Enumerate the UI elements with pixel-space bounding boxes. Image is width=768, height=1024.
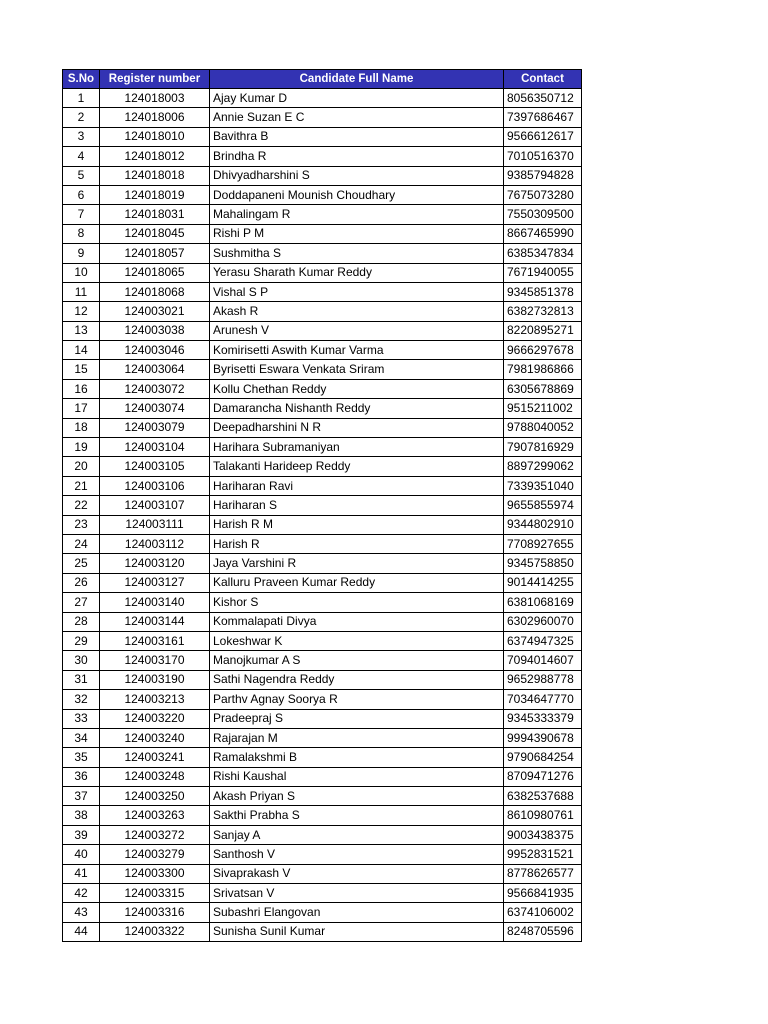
cell-contact: 7981986866 [504,360,582,379]
column-header-register-number: Register number [100,70,210,89]
cell-sno: 33 [63,709,100,728]
cell-contact: 9345851378 [504,282,582,301]
table-row [63,224,582,243]
cell-candidate-name: Sakthi Prabha S [210,806,504,825]
cell-candidate-name: Komirisetti Aswith Kumar Varma [210,341,504,360]
table-row [63,728,582,747]
cell-sno: 38 [63,806,100,825]
cell-candidate-name: Harihara Subramaniyan [210,438,504,457]
cell-candidate-name: Hariharan S [210,496,504,515]
cell-register-number: 124018045 [100,224,210,243]
cell-candidate-name: Talakanti Harideep Reddy [210,457,504,476]
cell-contact: 8056350712 [504,89,582,108]
cell-sno: 31 [63,670,100,689]
table-row [63,302,582,321]
cell-candidate-name: Dhivyadharshini S [210,166,504,185]
cell-register-number: 124003021 [100,302,210,321]
table-row [63,476,582,495]
cell-sno: 24 [63,534,100,553]
cell-sno: 11 [63,282,100,301]
table-row [63,399,582,418]
cell-register-number: 124003105 [100,457,210,476]
cell-contact: 7671940055 [504,263,582,282]
cell-sno: 20 [63,457,100,476]
table-row [63,806,582,825]
cell-contact: 8709471276 [504,767,582,786]
cell-sno: 13 [63,321,100,340]
cell-sno: 21 [63,476,100,495]
cell-candidate-name: Sushmitha S [210,244,504,263]
cell-contact: 9788040052 [504,418,582,437]
cell-register-number: 124003046 [100,341,210,360]
cell-candidate-name: Kollu Chethan Reddy [210,379,504,398]
cell-register-number: 124003272 [100,825,210,844]
cell-register-number: 124018031 [100,205,210,224]
cell-register-number: 124003161 [100,631,210,650]
cell-register-number: 124003112 [100,534,210,553]
cell-sno: 5 [63,166,100,185]
cell-register-number: 124018003 [100,89,210,108]
cell-contact: 9344802910 [504,515,582,534]
table-row [63,282,582,301]
cell-candidate-name: Brindha R [210,147,504,166]
cell-contact: 7010516370 [504,147,582,166]
cell-candidate-name: Rishi P M [210,224,504,243]
table-row [63,457,582,476]
cell-contact: 6381068169 [504,593,582,612]
cell-register-number: 124003240 [100,728,210,747]
table-row [63,341,582,360]
cell-candidate-name: Doddapaneni Mounish Choudhary [210,185,504,204]
cell-sno: 17 [63,399,100,418]
cell-sno: 36 [63,767,100,786]
cell-sno: 8 [63,224,100,243]
cell-sno: 2 [63,108,100,127]
cell-contact: 7094014607 [504,651,582,670]
cell-sno: 42 [63,884,100,903]
table-row [63,321,582,340]
cell-candidate-name: Yerasu Sharath Kumar Reddy [210,263,504,282]
cell-sno: 3 [63,127,100,146]
table-row [63,496,582,515]
cell-contact: 9952831521 [504,845,582,864]
cell-candidate-name: Hariharan Ravi [210,476,504,495]
table-row [63,922,582,941]
table-row [63,651,582,670]
cell-register-number: 124003279 [100,845,210,864]
table-row [63,515,582,534]
cell-contact: 9385794828 [504,166,582,185]
cell-register-number: 124003144 [100,612,210,631]
cell-candidate-name: Damarancha Nishanth Reddy [210,399,504,418]
cell-register-number: 124003140 [100,593,210,612]
cell-register-number: 124018065 [100,263,210,282]
cell-sno: 12 [63,302,100,321]
table-row [63,690,582,709]
table-row [63,534,582,553]
cell-register-number: 124003220 [100,709,210,728]
cell-contact: 7708927655 [504,534,582,553]
cell-contact: 9666297678 [504,341,582,360]
cell-register-number: 124018019 [100,185,210,204]
cell-sno: 44 [63,922,100,941]
table-row [63,127,582,146]
cell-sno: 28 [63,612,100,631]
table-row [63,89,582,108]
cell-candidate-name: Rajarajan M [210,728,504,747]
cell-register-number: 124003107 [100,496,210,515]
cell-contact: 6385347834 [504,244,582,263]
cell-contact: 9345758850 [504,554,582,573]
cell-sno: 37 [63,787,100,806]
cell-candidate-name: Santhosh V [210,845,504,864]
cell-register-number: 124003263 [100,806,210,825]
cell-sno: 40 [63,845,100,864]
table-row [63,670,582,689]
cell-register-number: 124003322 [100,922,210,941]
cell-contact: 8667465990 [504,224,582,243]
cell-candidate-name: Sanjay A [210,825,504,844]
cell-candidate-name: Annie Suzan E C [210,108,504,127]
cell-register-number: 124018006 [100,108,210,127]
cell-contact: 8248705596 [504,922,582,941]
cell-contact: 9655855974 [504,496,582,515]
cell-register-number: 124018057 [100,244,210,263]
table-row [63,147,582,166]
cell-register-number: 124003316 [100,903,210,922]
header-row [63,70,582,89]
cell-sno: 43 [63,903,100,922]
cell-register-number: 124018068 [100,282,210,301]
table-row [63,205,582,224]
cell-sno: 16 [63,379,100,398]
table-row [63,593,582,612]
cell-register-number: 124018012 [100,147,210,166]
candidate-table [62,69,582,942]
cell-register-number: 124018010 [100,127,210,146]
cell-register-number: 124003064 [100,360,210,379]
cell-register-number: 124003248 [100,767,210,786]
cell-candidate-name: Deepadharshini N R [210,418,504,437]
cell-contact: 8610980761 [504,806,582,825]
cell-sno: 18 [63,418,100,437]
column-header-sno: S.No [63,70,100,89]
cell-candidate-name: Srivatsan V [210,884,504,903]
cell-register-number: 124003213 [100,690,210,709]
table-row [63,573,582,592]
cell-register-number: 124003111 [100,515,210,534]
cell-register-number: 124018018 [100,166,210,185]
cell-sno: 32 [63,690,100,709]
cell-candidate-name: Subashri Elangovan [210,903,504,922]
cell-candidate-name: Byrisetti Eswara Venkata Sriram [210,360,504,379]
cell-contact: 9994390678 [504,728,582,747]
cell-contact: 6374106002 [504,903,582,922]
table-row [63,903,582,922]
table-row [63,108,582,127]
cell-candidate-name: Pradeepraj S [210,709,504,728]
cell-candidate-name: Akash R [210,302,504,321]
cell-register-number: 124003170 [100,651,210,670]
cell-contact: 6305678869 [504,379,582,398]
table-row [63,360,582,379]
cell-candidate-name: Akash Priyan S [210,787,504,806]
cell-register-number: 124003106 [100,476,210,495]
cell-contact: 8220895271 [504,321,582,340]
cell-candidate-name: Kishor S [210,593,504,612]
cell-register-number: 124003241 [100,748,210,767]
cell-candidate-name: Sivaprakash V [210,864,504,883]
table-row [63,845,582,864]
cell-contact: 9790684254 [504,748,582,767]
cell-contact: 7034647770 [504,690,582,709]
cell-register-number: 124003038 [100,321,210,340]
cell-sno: 1 [63,89,100,108]
cell-register-number: 124003072 [100,379,210,398]
cell-candidate-name: Harish R M [210,515,504,534]
table-row [63,263,582,282]
cell-candidate-name: Kalluru Praveen Kumar Reddy [210,573,504,592]
table-row [63,825,582,844]
table-row [63,379,582,398]
table-row [63,185,582,204]
table-row [63,787,582,806]
cell-sno: 15 [63,360,100,379]
cell-register-number: 124003120 [100,554,210,573]
cell-sno: 22 [63,496,100,515]
cell-contact: 6382537688 [504,787,582,806]
cell-candidate-name: Ramalakshmi B [210,748,504,767]
cell-sno: 26 [63,573,100,592]
table-row [63,438,582,457]
cell-candidate-name: Bavithra B [210,127,504,146]
cell-candidate-name: Rishi Kaushal [210,767,504,786]
cell-candidate-name: Arunesh V [210,321,504,340]
cell-register-number: 124003079 [100,418,210,437]
cell-contact: 7675073280 [504,185,582,204]
cell-contact: 6302960070 [504,612,582,631]
cell-contact: 8778626577 [504,864,582,883]
cell-sno: 39 [63,825,100,844]
cell-sno: 29 [63,631,100,650]
cell-register-number: 124003315 [100,884,210,903]
cell-register-number: 124003104 [100,438,210,457]
cell-sno: 4 [63,147,100,166]
table-row [63,612,582,631]
table-row [63,748,582,767]
cell-sno: 27 [63,593,100,612]
table-row [63,418,582,437]
column-header-contact: Contact [504,70,582,89]
cell-candidate-name: Parthv Agnay Soorya R [210,690,504,709]
cell-sno: 23 [63,515,100,534]
cell-contact: 7397686467 [504,108,582,127]
cell-contact: 9652988778 [504,670,582,689]
cell-register-number: 124003250 [100,787,210,806]
cell-candidate-name: Jaya Varshini R [210,554,504,573]
cell-contact: 9566612617 [504,127,582,146]
cell-candidate-name: Mahalingam R [210,205,504,224]
cell-register-number: 124003127 [100,573,210,592]
column-header-full-name: Candidate Full Name [210,70,504,89]
cell-contact: 9345333379 [504,709,582,728]
table-row [63,166,582,185]
cell-contact: 7339351040 [504,476,582,495]
cell-contact: 6374947325 [504,631,582,650]
cell-contact: 9003438375 [504,825,582,844]
cell-sno: 14 [63,341,100,360]
cell-sno: 34 [63,728,100,747]
table-row [63,631,582,650]
cell-candidate-name: Sunisha Sunil Kumar [210,922,504,941]
cell-register-number: 124003074 [100,399,210,418]
cell-contact: 9515211002 [504,399,582,418]
cell-register-number: 124003300 [100,864,210,883]
cell-sno: 25 [63,554,100,573]
cell-contact: 6382732813 [504,302,582,321]
cell-register-number: 124003190 [100,670,210,689]
cell-sno: 7 [63,205,100,224]
cell-sno: 9 [63,244,100,263]
cell-sno: 41 [63,864,100,883]
cell-contact: 9566841935 [504,884,582,903]
cell-candidate-name: Kommalapati Divya [210,612,504,631]
cell-candidate-name: Manojkumar A S [210,651,504,670]
table-body [63,89,582,942]
table-row [63,244,582,263]
cell-candidate-name: Harish R [210,534,504,553]
cell-contact: 9014414255 [504,573,582,592]
cell-sno: 6 [63,185,100,204]
cell-contact: 7907816929 [504,438,582,457]
cell-sno: 19 [63,438,100,457]
cell-candidate-name: Ajay Kumar D [210,89,504,108]
cell-sno: 35 [63,748,100,767]
table-row [63,884,582,903]
cell-contact: 7550309500 [504,205,582,224]
table-row [63,709,582,728]
table-row [63,864,582,883]
cell-candidate-name: Vishal S P [210,282,504,301]
table-row [63,554,582,573]
cell-contact: 8897299062 [504,457,582,476]
table-header [63,70,582,89]
table-row [63,767,582,786]
cell-sno: 30 [63,651,100,670]
cell-sno: 10 [63,263,100,282]
cell-candidate-name: Lokeshwar K [210,631,504,650]
cell-candidate-name: Sathi Nagendra Reddy [210,670,504,689]
